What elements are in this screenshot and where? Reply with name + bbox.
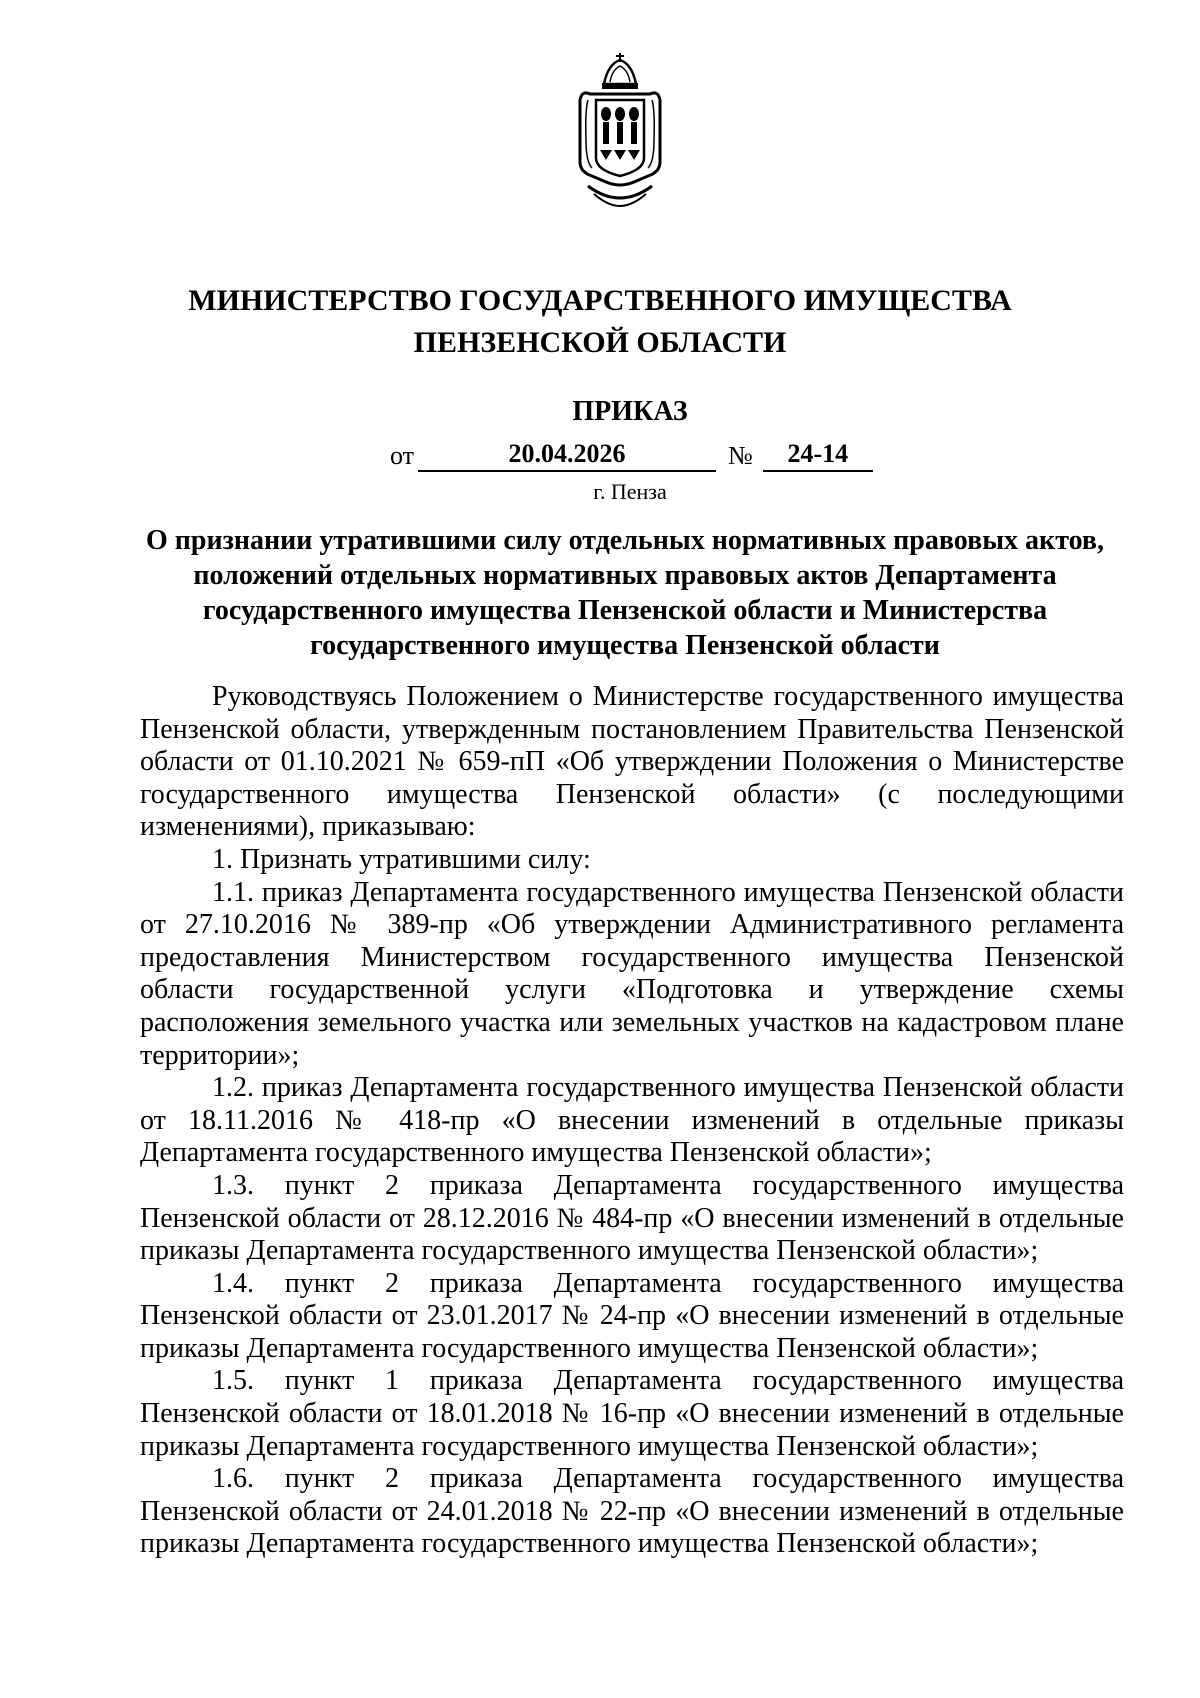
item-1-1: 1.1. приказ Департамента государственного имущества Пензенской области от 27.10.2016 № 389-пр «Об утверждении Административного регламента предоставления Министерством государственного имущества Пензенской области государственной услуги «Подготовка и утверждение схемы расположения земельного участка или земельных участков на кадастровом плане территории»; (140, 876, 1124, 1071)
subject-line-2: положений отдельных нормативных правовых актов Департамента (193, 560, 1057, 591)
item-1-6: 1.6. пункт 2 приказа Департамента государственного имущества Пензенской области от 24.01.2018 № 22-пр «О внесении изменений в отдельные приказы Департамента государственного имущества Пензенской области»; (140, 1463, 1124, 1560)
subject-line-1: О признании утратившими силу отдельных нормативных правовых актов, (145, 525, 1104, 556)
subject-line-4: государственного имущества Пензенской области (310, 630, 940, 661)
ministry-name-line-2: ПЕНЗЕНСКОЙ ОБЛАСТИ (413, 326, 787, 359)
ministry-name (100, 280, 1100, 364)
number-sign: № (728, 441, 753, 470)
date-prefix: от (390, 441, 415, 470)
subject-line-3: государственного имущества Пензенской области и Министерства (202, 595, 1048, 626)
order-subject (130, 523, 1120, 663)
document-type-title: ПРИКАЗ (572, 396, 688, 427)
order-date: 20.04.2026 (418, 438, 716, 472)
order-date-number-line (390, 432, 873, 472)
city-line: г. Пенза (593, 479, 667, 504)
item-1-4: 1.4. пункт 2 приказа Департамента государственного имущества Пензенской области от 23.01.2017 № 24-пр «О внесении изменений в отдельные приказы Департамента государственного имущества Пензенской области»; (140, 1267, 1124, 1364)
order-body (140, 681, 1124, 1561)
ministry-name-line-1: МИНИСТЕРСТВО ГОСУДАРСТВЕННОГО ИМУЩЕСТВА (188, 284, 1012, 317)
item-1-5: 1.5. пункт 1 приказа Департамента государственного имущества Пензенской области от 18.01.2018 № 16-пр «О внесении изменений в отдельные приказы Департамента государственного имущества Пензенской области»; (140, 1365, 1124, 1462)
item-1-3: 1.3. пункт 2 приказа Департамента государственного имущества Пензенской области от 28.12.2016 № 484-пр «О внесении изменений в отдельные приказы Департамента государственного имущества Пензенской области»; (140, 1169, 1124, 1267)
item-1-2: 1.2. приказ Департамента государственного имущества Пензенской области от 18.11.2016 № 418-пр «О внесении изменений в отдельные приказы Департамента государственного имущества Пензенской области»; (140, 1072, 1124, 1169)
item-1: 1. Признать утратившими силу: (212, 843, 591, 875)
order-number: 24-14 (763, 438, 873, 472)
penza-region-coat-of-arms-icon (570, 50, 670, 210)
preamble-paragraph: Руководствуясь Положением о Министерстве государственного имущества Пензенской области, утвержденным постановлением Правительства Пензенской области от 01.10.2021 № 659-пП «Об утверждении Положения о Министерстве государственного имущества Пензенской области» (с последующими изменениями), приказываю: (140, 681, 1124, 843)
